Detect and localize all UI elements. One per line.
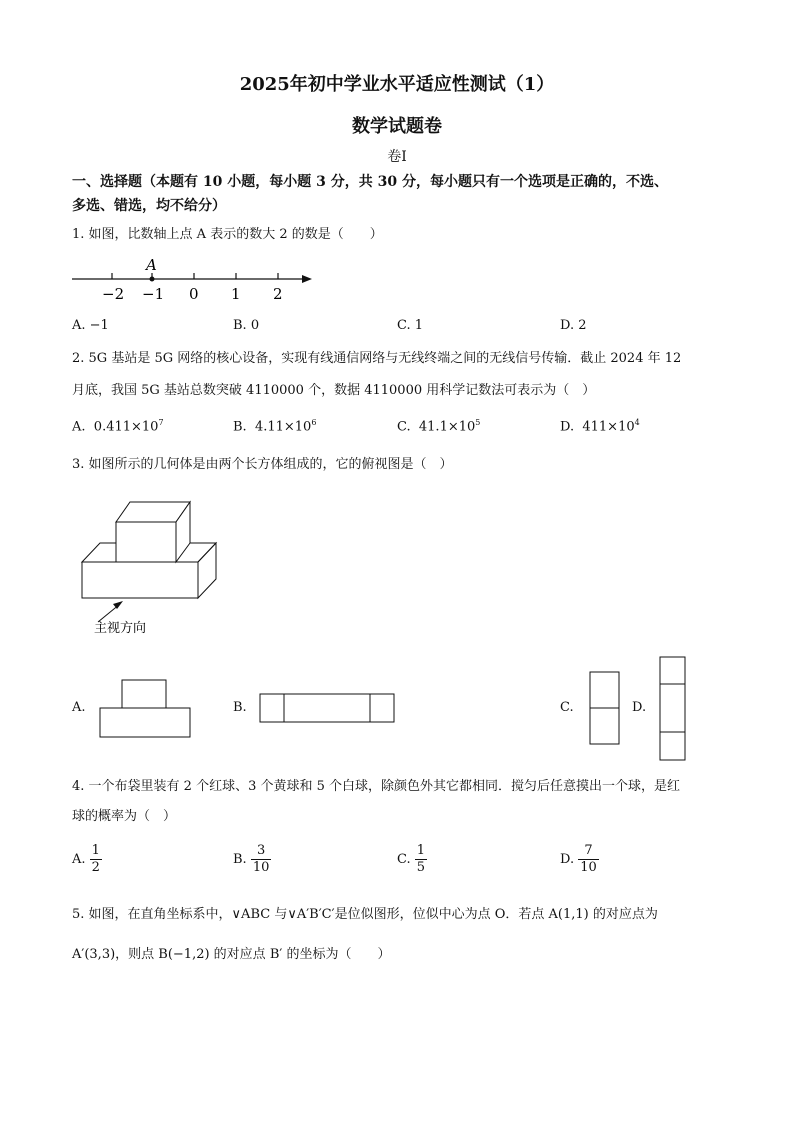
section-heading-line2: 多选、错选，均不给分） — [72, 198, 226, 214]
solid-figure — [76, 498, 226, 643]
q3-option-d-figure[interactable] — [658, 655, 688, 763]
q1-option-b[interactable]: B. 0 — [233, 318, 260, 333]
option-mantissa: 411×10 — [582, 419, 635, 435]
option-label: A. — [72, 419, 86, 435]
option-exponent: 6 — [311, 418, 317, 427]
q3-option-c-label[interactable]: C. — [560, 700, 574, 715]
option-label: A. — [72, 852, 86, 867]
point-a-marker — [150, 277, 155, 282]
option-label: C. — [397, 852, 411, 867]
tick-label: 2 — [273, 285, 283, 303]
denominator: 10 — [580, 860, 597, 875]
number-line-figure — [68, 255, 318, 305]
volume-label: 卷Ⅰ — [387, 149, 407, 165]
denominator: 5 — [416, 860, 426, 875]
question-5-line1: 5. 如图，在直角坐标系中，∨ABC 与∨A′B′C′是位似图形，位似中心为点 O．若点 A(1,1) 的对应点为 — [72, 907, 658, 922]
question-1-text: 1. 如图，比数轴上点 A 表示的数大 2 的数是（ ） — [72, 227, 383, 242]
tick-label: −1 — [142, 285, 165, 303]
q2-option-c[interactable] — [397, 418, 480, 434]
question-2-line1: 2. 5G 基站是 5G 网络的核心设备，实现有线通信网络与无线终端之间的无线信号传输．截止 2024 年 12 — [72, 351, 682, 366]
fraction — [251, 843, 272, 876]
question-4-line2: 球的概率为（ ） — [72, 809, 177, 824]
q3-option-c-figure[interactable] — [588, 670, 622, 748]
q2-option-d[interactable] — [560, 418, 640, 434]
option-exponent: 4 — [634, 418, 640, 427]
section-heading-line1: 一、选择题（本题有 10 小题，每小题 3 分，共 30 分，每小题只有一个选项是正确的，不选、 — [72, 174, 668, 190]
q3-option-d-label[interactable]: D. — [632, 700, 647, 715]
q3-option-b-label[interactable]: B. — [233, 700, 247, 715]
q4-option-b[interactable] — [233, 843, 271, 876]
q2-option-a[interactable] — [72, 418, 164, 434]
tick-label: −2 — [102, 285, 125, 303]
numerator: 1 — [91, 843, 100, 858]
fraction — [578, 843, 599, 876]
question-3-text: 3. 如图所示的几何体是由两个长方体组成的，它的俯视图是（ ） — [72, 457, 453, 472]
option-mantissa: 0.411×10 — [93, 419, 159, 435]
tick-label: 1 — [231, 285, 241, 303]
tick-label: 0 — [189, 285, 199, 303]
q4-option-c[interactable] — [397, 843, 427, 876]
option-exponent: 7 — [158, 418, 164, 427]
option-label: D. — [560, 419, 575, 435]
view-direction-caption: 主视方向 — [94, 621, 147, 636]
option-label: B. — [233, 419, 247, 435]
option-label: D. — [560, 852, 575, 867]
fraction — [90, 843, 102, 876]
q3-option-b-figure[interactable] — [258, 692, 398, 726]
option-mantissa: 4.11×10 — [254, 419, 312, 435]
option-label: B. — [233, 852, 247, 867]
question-2-line2: 月底，我国 5G 基站总数突破 4110000 个，数据 4110000 用科学记数法可表示为（ ） — [72, 383, 596, 398]
option-exponent: 5 — [475, 418, 481, 427]
option-label: C. — [397, 419, 411, 435]
q3-option-a-label[interactable]: A. — [72, 700, 86, 715]
option-mantissa: 41.1×10 — [418, 419, 476, 435]
point-a-label: A — [146, 256, 157, 274]
denominator: 2 — [91, 860, 100, 875]
q4-option-d[interactable] — [560, 843, 599, 876]
numerator: 1 — [416, 843, 426, 858]
exam-subtitle: 数学试题卷 — [352, 116, 442, 137]
question-4-line1: 4. 一个布袋里装有 2 个红球、3 个黄球和 5 个白球，除颜色外其它都相同．搅匀后任意摸出一个球，是红 — [72, 779, 681, 794]
question-5-line2: A′(3,3)，则点 B(−1,2) 的对应点 B′ 的坐标为（ ） — [72, 947, 391, 962]
q1-option-d[interactable]: D. 2 — [560, 318, 587, 333]
fraction — [415, 843, 427, 876]
denominator: 10 — [252, 860, 270, 875]
numerator: 7 — [578, 843, 599, 860]
q1-option-c[interactable]: C. 1 — [397, 318, 424, 333]
q3-option-a-figure[interactable] — [98, 678, 192, 740]
numerator: 3 — [251, 843, 272, 860]
q4-option-a[interactable] — [72, 843, 102, 876]
q2-option-b[interactable] — [233, 418, 316, 434]
exam-title: 2025年初中学业水平适应性测试（1） — [239, 74, 555, 95]
q1-option-a[interactable]: A. −1 — [72, 318, 109, 333]
